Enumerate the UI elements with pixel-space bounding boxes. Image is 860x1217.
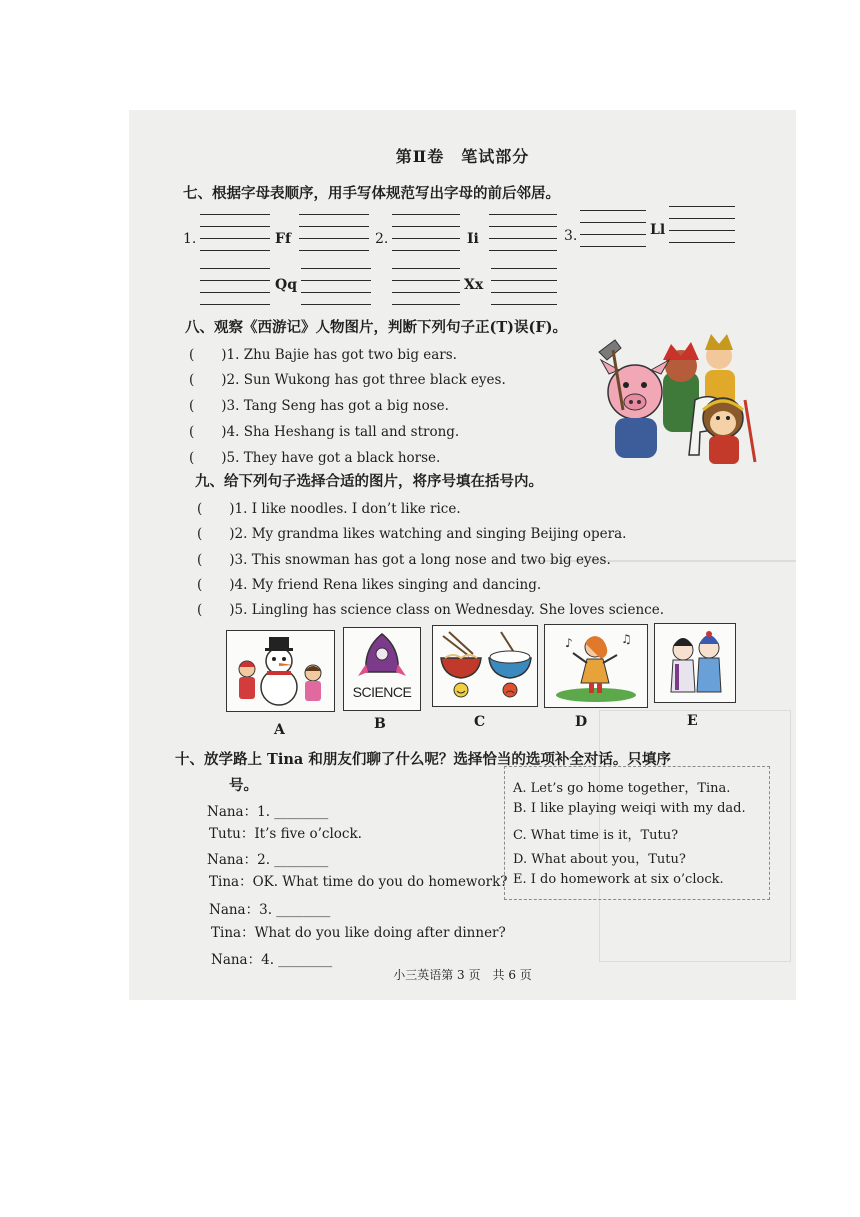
section8-item-4: ( )4. Sha Heshang is tall and strong. (189, 424, 460, 440)
picture-e-beijing-opera (654, 623, 736, 703)
item-number-1: 1. (183, 231, 197, 247)
letter-ii: Ii (467, 231, 479, 247)
section9-item-4: ( )4. My friend Rena likes singing and dancing. (197, 577, 542, 593)
dialogue-line-7: Nana：4. ________ (211, 952, 333, 968)
journey-to-the-west-characters-illustration (595, 330, 761, 465)
bowls-icon (433, 626, 537, 706)
section8-item-2: ( )2. Sun Wukong has got three black eyes. (189, 372, 506, 388)
option-a: A. Let’s go home together，Tina. (513, 781, 731, 796)
picture-label-e: E (687, 713, 698, 729)
option-b: B. I like playing weiqi with my dad. (513, 801, 746, 816)
section10-heading-line2: 号。 (229, 777, 258, 794)
svg-text:♫: ♫ (621, 632, 632, 646)
item-number-2: 2. (375, 231, 389, 247)
section9-item-2: ( )2. My grandma likes watching and singing Beijing opera. (197, 526, 627, 542)
dialogue-line-4: Tina：OK. What time do you do homework? (209, 874, 508, 890)
rocket-icon (344, 628, 420, 688)
opera-performers-icon (655, 624, 735, 702)
dialogue-line-5: Nana：3. ________ (209, 902, 331, 918)
item-number-3: 3. (564, 228, 578, 244)
page-footer: 小三英语第 3 页 共 6 页 (393, 968, 532, 982)
option-d: D. What about you，Tutu? (513, 852, 686, 867)
section9-item-3: ( )3. This snowman has got a long nose and two big eyes. (197, 552, 611, 568)
letter-qq: Qq (275, 277, 297, 293)
picture-d-singing-dancing (544, 624, 648, 708)
page-title: 第Ⅱ卷 笔试部分 (395, 147, 530, 166)
options-box (504, 766, 770, 900)
picture-label-a: A (274, 722, 285, 738)
option-e: E. I do homework at six o’clock. (513, 872, 724, 887)
dialogue-line-3: Nana：2. ________ (207, 852, 329, 868)
letter-ff: Ff (275, 231, 291, 247)
dialogue-line-1: Nana：1. ________ (207, 804, 329, 820)
science-word: SCIENCE (352, 684, 412, 700)
picture-label-b: B (374, 716, 386, 732)
dialogue-line-2: Tutu：It’s five o’clock. (209, 826, 362, 842)
section9-item-1: ( )1. I like noodles. I don’t like rice. (197, 501, 461, 517)
svg-text:♪: ♪ (565, 636, 573, 650)
exam-page (129, 110, 796, 1000)
section8-item-1: ( )1. Zhu Bajie has got two big ears. (189, 347, 457, 363)
option-c: C. What time is it，Tutu? (513, 828, 679, 843)
picture-label-d: D (575, 714, 588, 730)
section10-heading-line1: 十、放学路上 Tina 和朋友们聊了什么呢？选择恰当的选项补全对话。只填序 (175, 751, 671, 768)
letter-xx: Xx (464, 277, 484, 293)
section8-item-5: ( )5. They have got a black horse. (189, 450, 441, 466)
dialogue-line-6: Tina：What do you like doing after dinner? (211, 925, 506, 941)
snowman-icon (227, 631, 334, 711)
dancing-girl-icon (545, 625, 647, 707)
section8-item-3: ( )3. Tang Seng has got a big nose. (189, 398, 449, 414)
section8-heading: 八、观察《西游记》人物图片，判断下列句子正(T)误(F)。 (185, 319, 568, 336)
picture-c-food (432, 625, 538, 707)
picture-label-c: C (474, 714, 486, 730)
section7-heading: 七、根据字母表顺序，用手写体规范写出字母的前后邻居。 (183, 185, 560, 202)
picture-a-snowman (226, 630, 335, 712)
letter-ll: Ll (650, 222, 666, 238)
section9-item-5: ( )5. Lingling has science class on Wednesday. She loves science. (197, 602, 665, 618)
picture-b-science (343, 627, 421, 711)
section9-heading: 九、给下列句子选择合适的图片，将序号填在括号内。 (195, 473, 543, 490)
